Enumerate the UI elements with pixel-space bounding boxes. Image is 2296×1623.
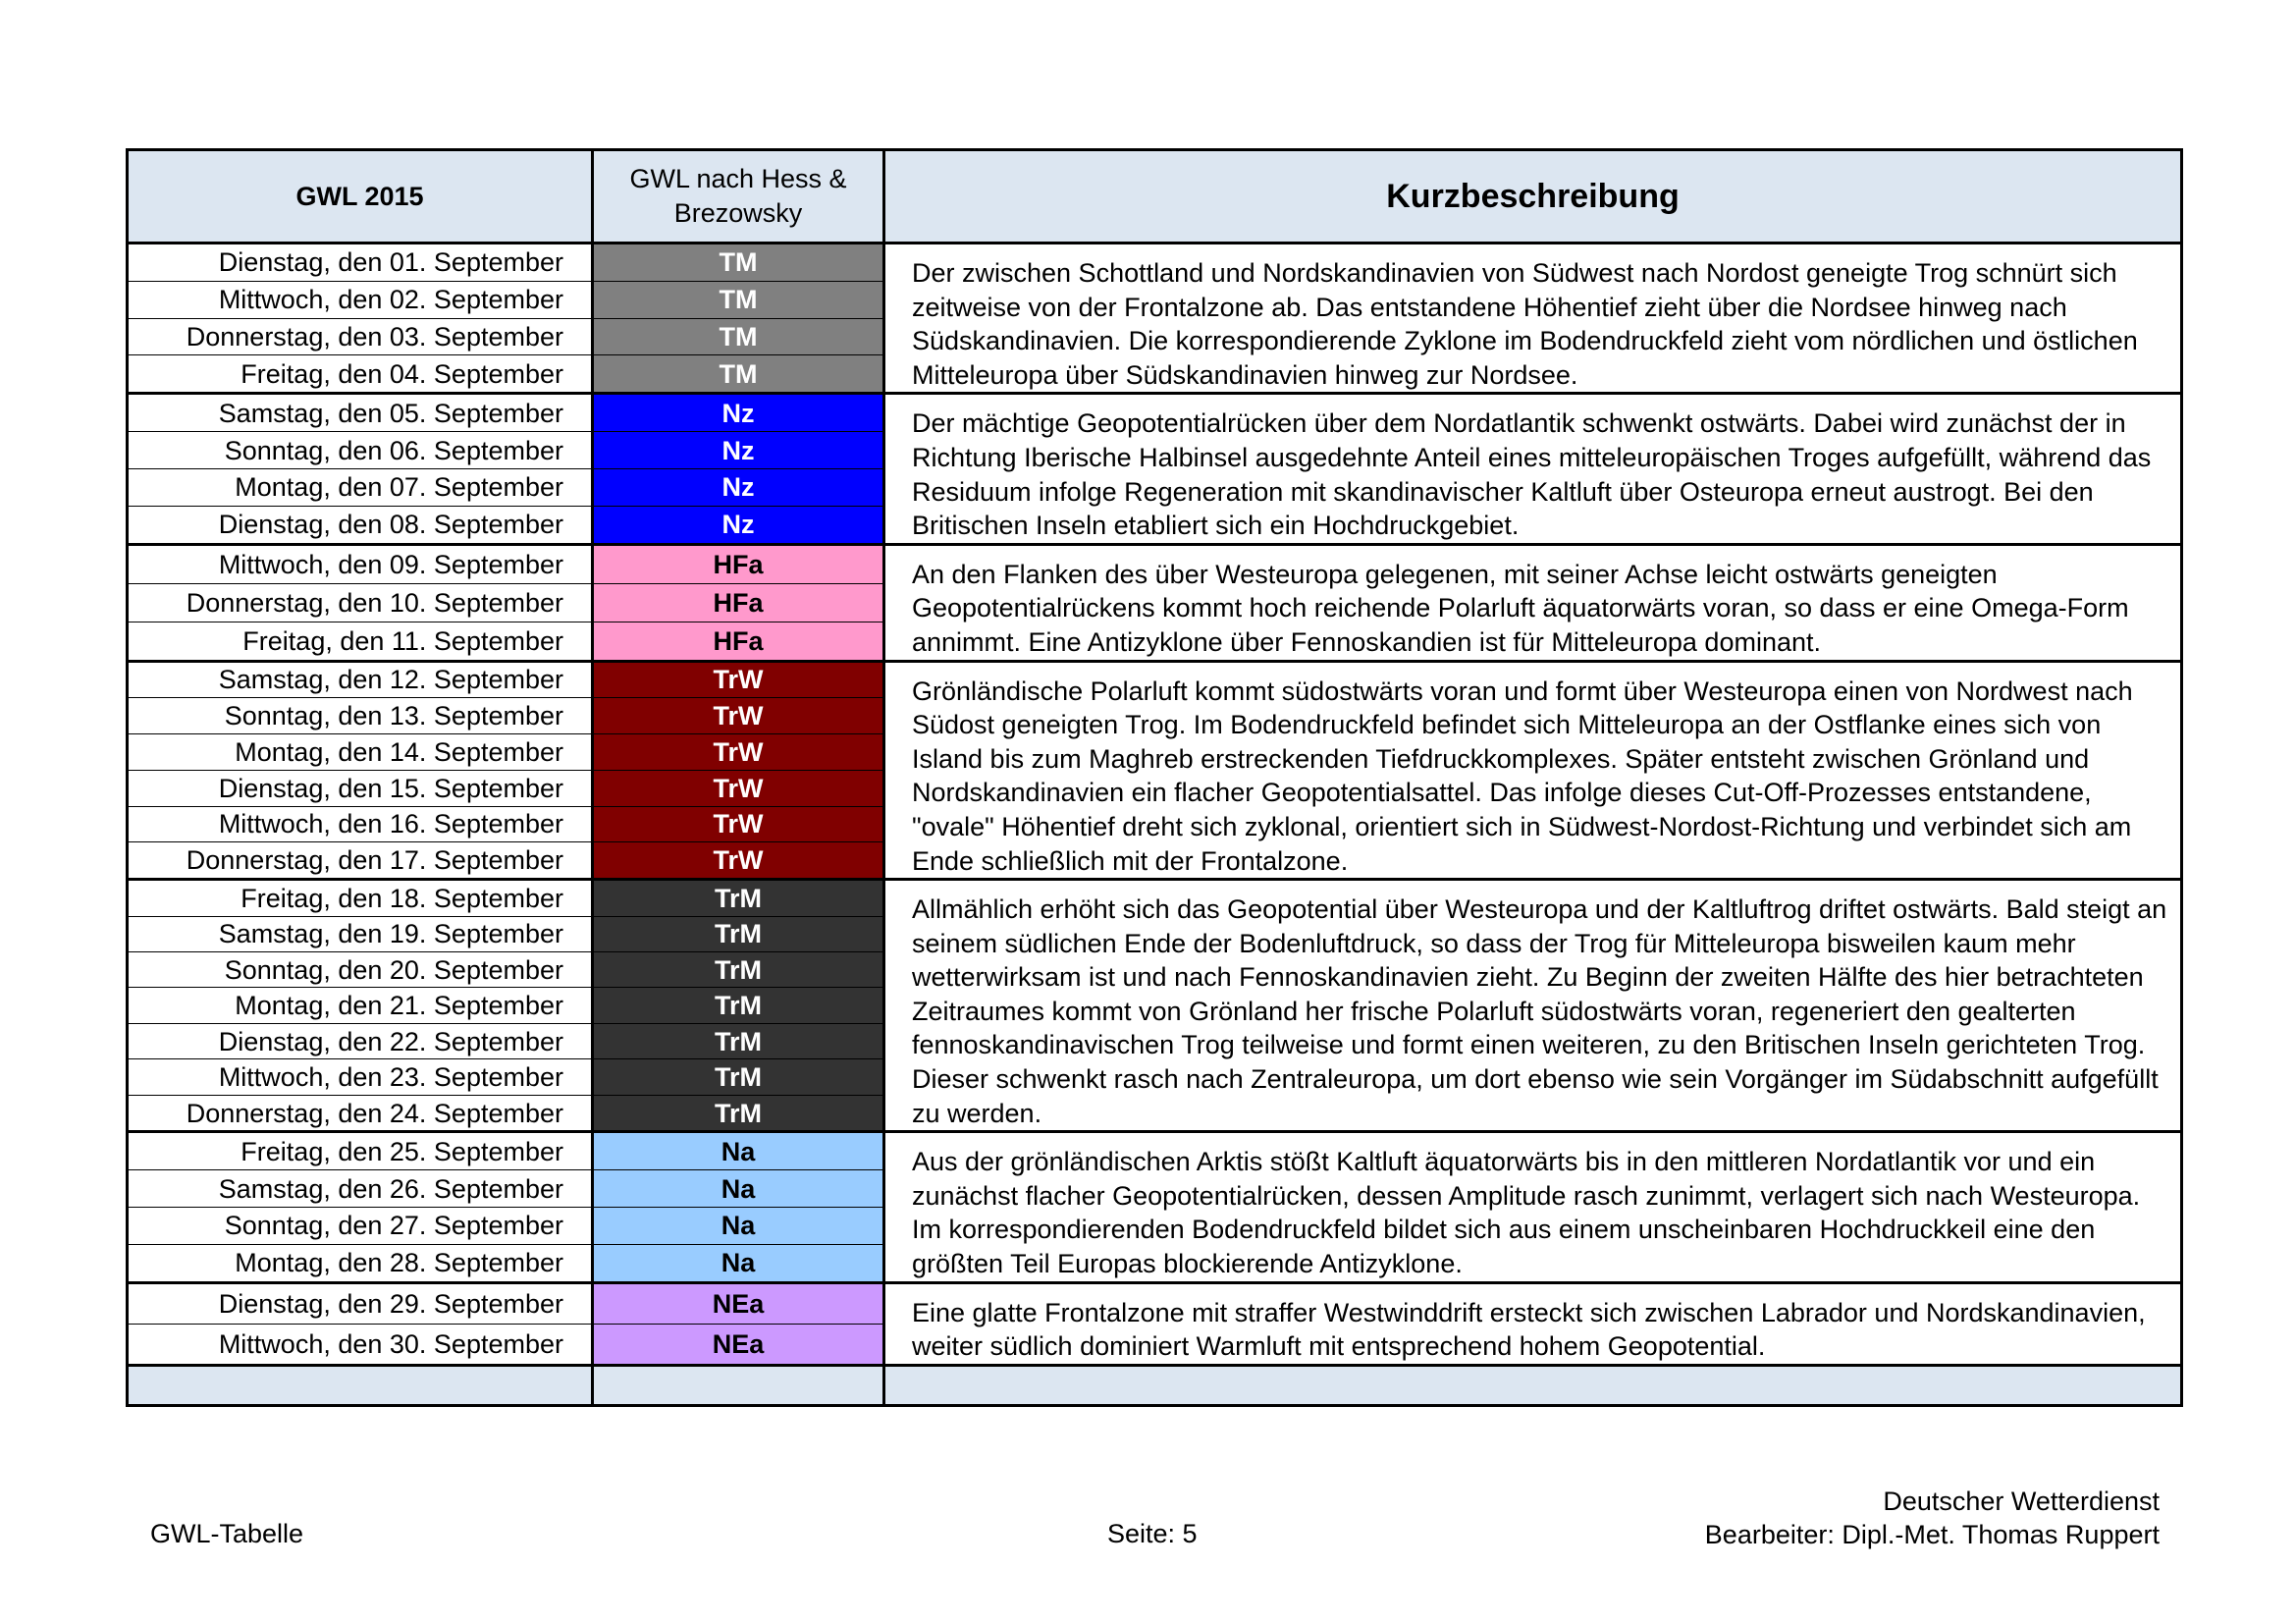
footer-cell-date [128, 1365, 593, 1405]
date-cell: Donnerstag, den 24. September [128, 1095, 593, 1132]
date-cell: Freitag, den 04. September [128, 355, 593, 394]
gwl-code-cell: Nz [593, 506, 884, 544]
gwl-code-cell: TM [593, 318, 884, 355]
gwl-code-cell: HFa [593, 544, 884, 583]
gwl-code-cell: NEa [593, 1324, 884, 1365]
gwl-code-cell: TrW [593, 734, 884, 771]
table-row [128, 243, 2182, 282]
footer-cell-code [593, 1365, 884, 1405]
gwl-code-cell: Nz [593, 432, 884, 469]
footer-author-block [1705, 1485, 2160, 1551]
gwl-code-cell: TrW [593, 770, 884, 806]
table-footer-row [128, 1365, 2182, 1405]
gwl-code-cell: Nz [593, 469, 884, 507]
date-cell: Sonntag, den 27. September [128, 1207, 593, 1244]
date-cell: Sonntag, den 06. September [128, 432, 593, 469]
footer-page-number: Seite: 5 [1107, 1519, 1198, 1548]
description-cell: Der mächtige Geopotentialrücken über dem Nordatlantik schwenkt ostwärts. Dabei wird zunächst der in Richtung Iberische Halbinsel ausgedehnte Anteil eines mitteleuropäischen Troges aufgefüllt, während das Residuum infolge Regeneration mit skandinavischer Kaltluft über Osteuropa erneut austrogt. Bei den Britischen Inseln etabliert sich ein Hochdruckgebiet. [884, 394, 2182, 544]
table-row [128, 661, 2182, 698]
date-cell: Donnerstag, den 17. September [128, 842, 593, 880]
gwl-code-cell: Na [593, 1132, 884, 1170]
gwl-code-cell: TM [593, 281, 884, 318]
date-cell: Mittwoch, den 30. September [128, 1324, 593, 1365]
date-cell: Sonntag, den 13. September [128, 698, 593, 734]
table-header-row [128, 150, 2182, 243]
gwl-table [126, 148, 2183, 1407]
header-kurzbeschreibung: Kurzbeschreibung [884, 150, 2182, 243]
date-cell: Montag, den 28. September [128, 1244, 593, 1282]
date-cell: Montag, den 21. September [128, 988, 593, 1023]
table-row [128, 1132, 2182, 1170]
table-row [128, 544, 2182, 583]
date-cell: Samstag, den 12. September [128, 661, 593, 698]
table-row [128, 394, 2182, 432]
gwl-code-cell: TrM [593, 952, 884, 988]
date-cell: Dienstag, den 22. September [128, 1023, 593, 1058]
date-cell: Dienstag, den 08. September [128, 506, 593, 544]
footer-author: Bearbeiter: Dipl.-Met. Thomas Ruppert [1704, 1520, 2160, 1549]
header-gwl-hess-brezowsky: GWL nach Hess & Brezowsky [593, 150, 884, 243]
gwl-code-cell: HFa [593, 583, 884, 622]
header-gwl-year: GWL 2015 [128, 150, 593, 243]
date-cell: Montag, den 14. September [128, 734, 593, 771]
gwl-code-cell: TrM [593, 988, 884, 1023]
gwl-code-cell: TrM [593, 1095, 884, 1132]
date-cell: Dienstag, den 15. September [128, 770, 593, 806]
gwl-code-cell: NEa [593, 1282, 884, 1324]
date-cell: Mittwoch, den 16. September [128, 806, 593, 842]
date-cell: Dienstag, den 01. September [128, 243, 593, 282]
gwl-code-cell: TrM [593, 880, 884, 916]
gwl-code-cell: TrW [593, 806, 884, 842]
footer-organization: Deutscher Wetterdienst [1883, 1487, 2160, 1516]
gwl-code-cell: Na [593, 1207, 884, 1244]
gwl-code-cell: TrW [593, 698, 884, 734]
date-cell: Sonntag, den 20. September [128, 952, 593, 988]
gwl-code-cell: Na [593, 1244, 884, 1282]
gwl-code-cell: TrW [593, 661, 884, 698]
description-cell: Der zwischen Schottland und Nordskandinavien von Südwest nach Nordost geneigte Trog schnürt sich zeitweise von der Frontalzone ab. Das entstandene Höhentief zieht über die Nordsee hinweg nach Südskandinavien. Die korrespondierende Zyklone im Bodendruckfeld zieht vom nördlichen und östlichen Mitteleuropa über Südskandinavien hinweg zur Nordsee. [884, 243, 2182, 394]
table-row [128, 1282, 2182, 1324]
gwl-code-cell: TrM [593, 1023, 884, 1058]
date-cell: Samstag, den 19. September [128, 916, 593, 951]
date-cell: Freitag, den 11. September [128, 622, 593, 661]
date-cell: Freitag, den 18. September [128, 880, 593, 916]
description-cell: Grönländische Polarluft kommt südostwärts voran und formt über Westeuropa einen von Nordwest nach Südost geneigten Trog. Im Bodendruckfeld befindet sich Mitteleuropa an der Ostflanke eines sich von Island bis zum Maghreb erstreckenden Tiefdruckkomplexes. Später entsteht zwischen Grönland und Nordskandinavien ein flacher Geopotentialsattel. Das infolge dieses Cut-Off-Prozesses entstandene, "ovale" Höhentief dreht sich zyklonal, orientiert sich in Südwest-Nordost-Richtung und verbindet sich am Ende schließlich mit der Frontalzone. [884, 661, 2182, 880]
date-cell: Mittwoch, den 09. September [128, 544, 593, 583]
gwl-code-cell: TrM [593, 1059, 884, 1095]
date-cell: Dienstag, den 29. September [128, 1282, 593, 1324]
date-cell: Mittwoch, den 02. September [128, 281, 593, 318]
gwl-code-cell: HFa [593, 622, 884, 661]
gwl-code-cell: TM [593, 355, 884, 394]
date-cell: Donnerstag, den 10. September [128, 583, 593, 622]
date-cell: Montag, den 07. September [128, 469, 593, 507]
table-body [128, 243, 2182, 1406]
date-cell: Donnerstag, den 03. September [128, 318, 593, 355]
date-cell: Freitag, den 25. September [128, 1132, 593, 1170]
description-cell: Eine glatte Frontalzone mit straffer Westwinddrift ersteckt sich zwischen Labrador und Nordskandinavien, weiter südlich dominiert Warmluft mit entsprechend hohem Geopotential. [884, 1282, 2182, 1365]
date-cell: Mittwoch, den 23. September [128, 1059, 593, 1095]
date-cell: Samstag, den 26. September [128, 1170, 593, 1208]
gwl-code-cell: TrW [593, 842, 884, 880]
gwl-code-cell: Na [593, 1170, 884, 1208]
table-row [128, 880, 2182, 916]
gwl-code-cell: TrM [593, 916, 884, 951]
description-cell: Aus der grönländischen Arktis stößt Kaltluft äquatorwärts bis in den mittleren Nordatlantik vor und ein zunächst flacher Geopotentialrücken, dessen Amplitude rasch zunimmt, verlagert sich nach Westeuropa. Im korrespondierenden Bodendruckfeld bildet sich aus einem unscheinbaren Hochdruckkeil eine den größten Teil Europas blockierende Antizyklone. [884, 1132, 2182, 1282]
date-cell: Samstag, den 05. September [128, 394, 593, 432]
description-cell: Allmählich erhöht sich das Geopotential über Westeuropa und der Kaltluftrog driftet ostwärts. Bald steigt an seinem südlichen Ende der Bodenluftdruck, so dass der Trog für Mitteleuropa bisweilen kaum mehr wetterwirksam ist und nach Fennoskandinavien zieht. Zu Beginn der zweiten Hälfte des hier betrachteten Zeitraumes kommt von Grönland her frische Polarluft südostwärts voran, regeneriert den gealterten fennoskandinavischen Trog teilweise und formt einen weiteren, zu den Britischen Inseln gerichteten Trog. Dieser schwenkt rasch nach Zentraleuropa, um dort ebenso wie sein Vorgänger im Südabschnitt aufgefüllt zu werden. [884, 880, 2182, 1132]
footer-document-name: GWL-Tabelle [150, 1519, 304, 1548]
gwl-code-cell: TM [593, 243, 884, 282]
gwl-code-cell: Nz [593, 394, 884, 432]
description-cell: An den Flanken des über Westeuropa gelegenen, mit seiner Achse leicht ostwärts geneigten Geopotentialrückens kommt hoch reichende Polarluft äquatorwärts voran, so dass er eine Omega-Form annimmt. Eine Antizyklone über Fennoskandien ist für Mitteleuropa dominant. [884, 544, 2182, 661]
footer-cell-desc [884, 1365, 2182, 1405]
